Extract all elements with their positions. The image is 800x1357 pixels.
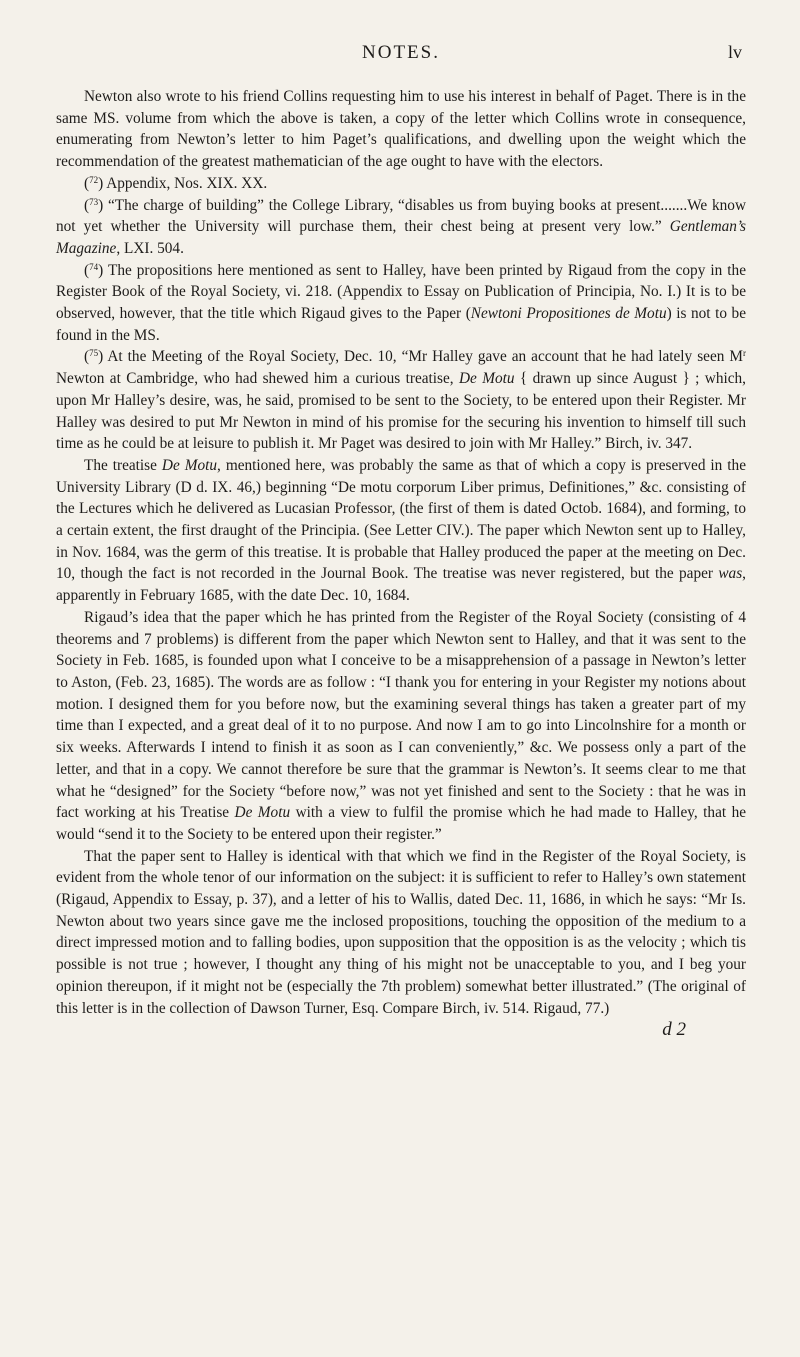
italic-run: Gentleman’s Magazine xyxy=(56,218,746,257)
paragraph xyxy=(56,86,746,173)
italic-run: was xyxy=(718,565,743,583)
text-run: { drawn up since August } ; which, upon Mr Halley’s desire, was, he said, promised to be sent to the Society, to be entered upon their Register. Mr Halley was desired to put Mr Newton in mind of his promise for the securing his invention to himself till such time as he could be at leisure to publish it. Mr Paget was desired to join with Mr Halley.” Birch, iv. 347. xyxy=(56,370,747,453)
text-run: with a view to fulfil the promise which he had made to Halley, that he would “send it to the Society to be entered upon their register.” xyxy=(56,804,747,843)
page-number: lv xyxy=(727,42,742,62)
note-72 xyxy=(56,173,746,195)
text-run: ) is not to be found in the MS. xyxy=(56,305,746,344)
notes-body xyxy=(56,86,746,1019)
page xyxy=(56,40,746,1041)
running-header xyxy=(56,40,746,68)
italic-run: De Motu xyxy=(234,804,291,822)
note-73 xyxy=(56,195,746,260)
italic-run: De Motu xyxy=(161,456,218,474)
paragraph xyxy=(56,607,746,846)
italic-run: De Motu xyxy=(459,370,515,388)
note-74 xyxy=(56,260,746,347)
text-run: That the paper sent to Halley is identical with that which we find in the Register of the Royal Society, is evident from the whole tenor of our information on the subject: it is sufficient to refer to Halley’s own statement (Rigaud, Appendix to Essay, p. 37), and a letter of his to Wallis, dated Dec. 11, 1686, in which he says: “Mr Is. Newton about two years since gave me the inclosed propositions, touching the opposition of the medium to a direct impressed motion and to falling bodies, upon supposition that the opposition is as the velocity ; which tis possible is not true ; however, I thought any thing of his might not be unacceptable to you, and I beg your opinion thereupon, if it might not be (especially the 7th problem) somewhat better illustrated.” (The original of this letter is in the collection of Dawson Turner, Esq. Compare Birch, iv. 514. Rigaud, 77.) xyxy=(56,847,746,1017)
text-run: , LXI. 504. xyxy=(116,239,184,257)
text-run: The treatise xyxy=(84,456,162,474)
text-run: ($^{72}$) Appendix, Nos. XIX. XX. xyxy=(84,174,268,192)
text-run: ($^{74}$) The propositions here mentioned as sent to Halley, have been printed by Rigaud from the copy in the Register Book of the Royal Society, vi. 218. (Appendix to Essay on Publication of Principia, No. I.) It is to be observed, however, that the title which Rigaud gives to the Paper ( xyxy=(56,261,746,323)
page-title: NOTES. xyxy=(362,42,440,63)
paragraph xyxy=(56,455,746,607)
signature-mark: d 2 xyxy=(662,1019,686,1041)
italic-run: Newtoni Propositiones de Motu xyxy=(470,305,667,323)
note-75 xyxy=(56,346,746,455)
text-run: , mentioned here, was probably the same as that of which a copy is preserved in the University Library (D d. IX. 46,) beginning “De motu corporum Liber primus, Definitiones,” &c. consisting of the Lectures which he delivered as Lucasian Professor, (the first of them is dated Octob. 1684), and forming, to a certain extent, the first draught of the Principia. (See Letter CIV.). The paper which Newton sent up to Halley, in Nov. 1684, was the germ of this treatise. It is probable that Halley produced the paper at the meeting on Dec. 10, though the fact is not recorded in the Journal Book. The treatise was never registered, but the paper xyxy=(56,456,746,583)
text-run: ($^{73}$) “The charge of building” the College Library, “disables us from buying books at present.......We know not yet whether the University will purchase them, their chest being at present very low.” xyxy=(56,196,746,236)
text-run: , apparently in February 1685, with the date Dec. 10, 1684. xyxy=(56,565,746,605)
text-run: Newton also wrote to his friend Collins requesting him to use his interest in behalf of Paget. There is in the same MS. volume from which the above is taken, a copy of the letter which Collins wrote in consequence, enumerating from Newton’s letter to him Paget’s qualifications, and dwelling upon the weight which the recommendation of the greatest mathematician of the age ought to have with the electors. xyxy=(56,88,746,171)
paragraph xyxy=(56,846,746,1020)
text-run: ($^{75}$) At the Meeting of the Royal Society, Dec. 10, “Mr Halley gave an account that he had lately seen $M^r$ Newton at Cambridge, who had shewed him a curious treatise, xyxy=(56,348,746,388)
text-run: Rigaud’s idea that the paper which he has printed from the Register of the Royal Society (consisting of 4 theorems and 7 problems) is different from the paper which Newton sent to Halley, and that it was sent to the Society in Feb. 1685, is founded upon what I conceive to be a misapprehension of a passage in Newton’s letter to Aston, (Feb. 23, 1685). The words are as follow : “I thank you for entering in your Register my notions about motion. I designed them for you before now, but the examining several things has taken a greater part of my time than I expected, and a great deal of it to no purpose. And now I am to go into Lincolnshire for a month or six weeks. Afterwards I intend to finish it as soon as I can conveniently,” &c. We possess only a part of the letter, and that in a copy. We cannot therefore be sure that the grammar is Newton’s. It seems clear to me that what he “designed” for the Society “before now,” was not yet finished and sent to the Society : that he was in fact working at his Treatise xyxy=(56,608,746,822)
